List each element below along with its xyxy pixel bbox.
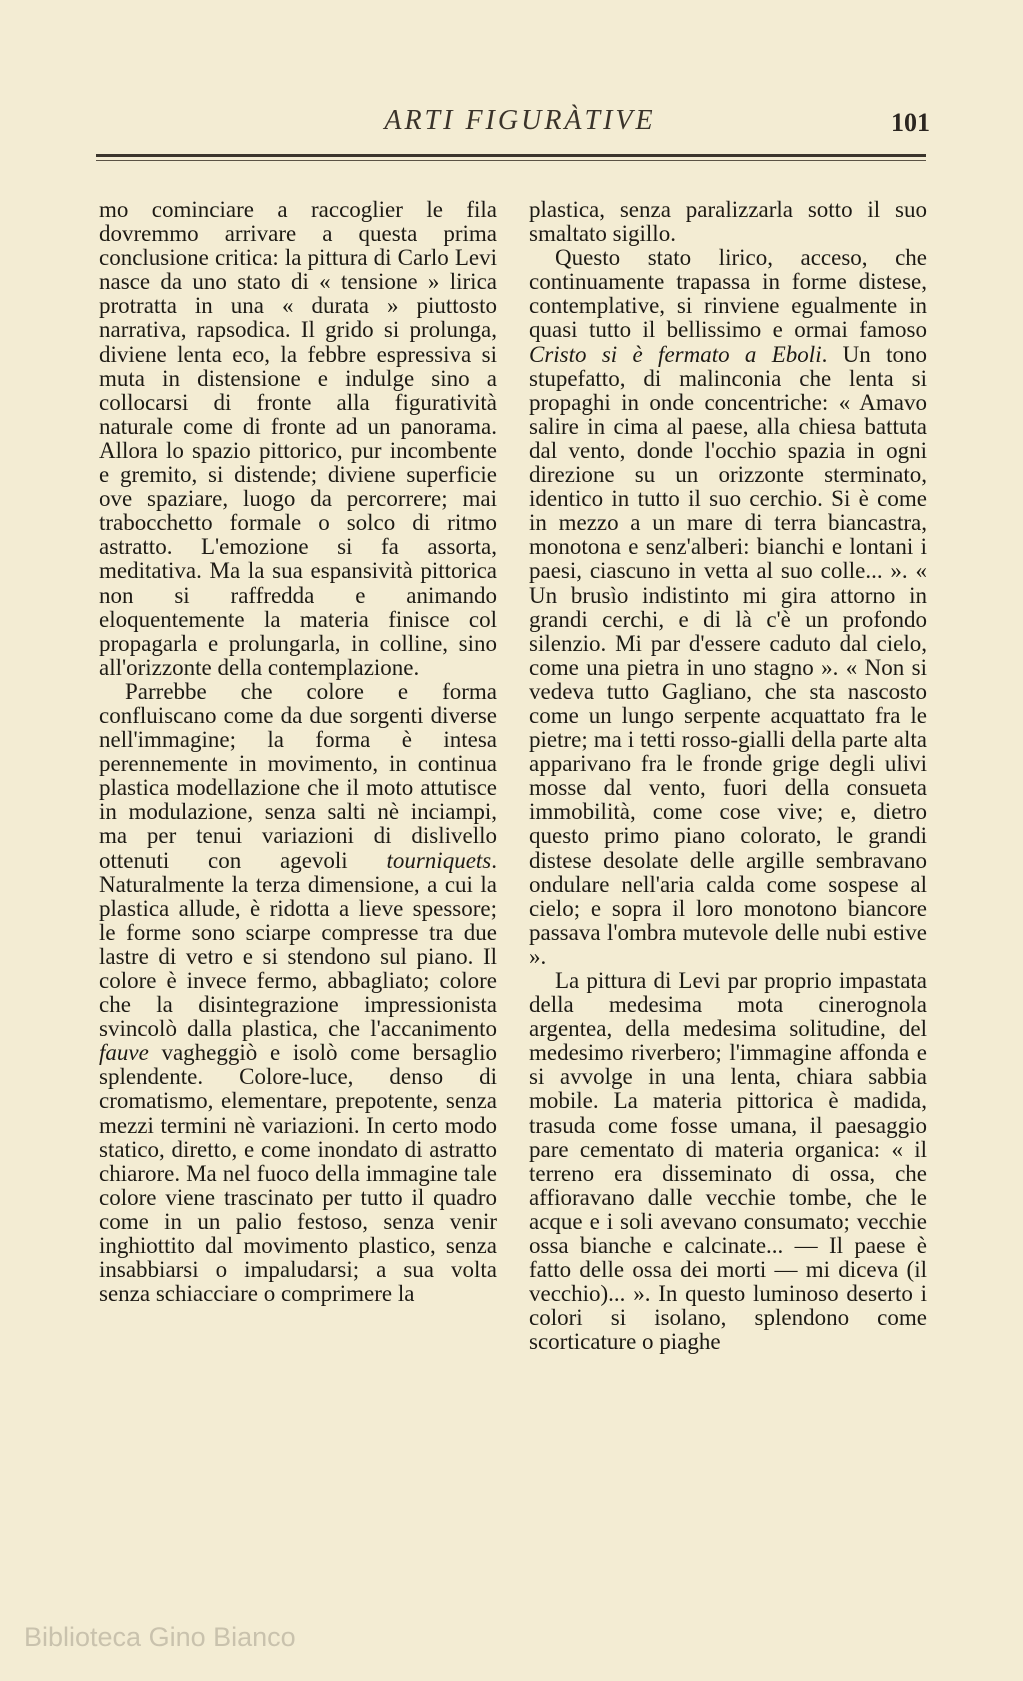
text-run: . Un tono stupefatto, di malinconia che lenta si propaghi in onde concentriche: « Amavo salire in cima al paese, alla chiesa battuta dal vento, donde l'occhio spazia in ogni direzione su un orizzonte sterminato, identico in tutto il suo cerchio. Si è come in mezzo a un mare di terra biancastra, monotona e senz'alberi: bianchi e lontani i paesi, ciascuno in vetta al suo colle... ». « Un brusìo indistinto mi gira attorno in grandi cerchi, e di là c'è un profondo silenzio. Mi par d'essere caduto dal cielo, come una pietra in uno stagno ». « Non si vedeva tutto Gagliano, che sta nascosto come un lungo serpente acquattato fra le pietre; ma i tetti rosso-gialli della parte alta apparivano fra le fronde grige degli ulivi mosse dal vento, fuori della consueta immobilità, come cose vive; e, dietro questo primo piano colorato, le grandi distese desolate delle argille sembravano ondulare nell'aria calda come sospese al cielo; e sopra il loro monotono biancore passava l'ombra mutevole delle nubi estive ». xyxy=(529,341,927,969)
page-number: 101 xyxy=(891,108,930,137)
paragraph xyxy=(99,680,497,1306)
book-title: Cristo si è fermato a Eboli xyxy=(529,341,822,367)
paragraph: plastica, senza paralizzarla sotto il suo smaltato sigillo. xyxy=(529,197,927,247)
library-watermark: Biblioteca Gino Bianco xyxy=(24,1622,296,1652)
running-title: ARTI FIGURÀTIVE xyxy=(384,105,656,136)
text-run: vagheggiò e isolò come bersaglio splendente. Colore-luce, denso di cromatismo, elementare, prepotente, senza mezzi termini nè variazioni. In certo modo statico, diretto, e come inondato di astratto chiarore. Ma nel fuoco della immagine tale colore viene trascinato per tutto il quadro come in un palio festoso, senza venir inghiottito dal movimento plastico, senza insabbiarsi o impaludarsi; a sua volta senza schiacciare o comprimere la xyxy=(99,1040,497,1307)
header-rule xyxy=(96,154,926,157)
header-rule-thin xyxy=(96,160,926,161)
paragraph: La pittura di Levi par proprio impastata della medesima mota cinerognola argentea, della medesima solitudine, del medesimo riverbero; l'immagine affonda e si avvolge in una lenta, chiara sabbia mobile. La materia pittorica è madida, trasuda come fosse umana, il paesaggio pare cementato di materia organica: « il terreno era disseminato di ossa, che affioravano dalle vecchie tombe, che le acque e i soli avevano consumato; vecchie ossa bianche e calcinate... — Il paese è fatto delle ossa dei morti — mi diceva (il vecchio)... ». In questo luminoso deserto i colori si isolano, splendono come scorticature o piaghe xyxy=(529,968,927,1355)
paragraph xyxy=(529,246,927,969)
italic-term: tourniquets xyxy=(386,847,492,873)
italic-term: fauve xyxy=(99,1040,149,1066)
text-run: Questo stato lirico, acceso, che continuamente trapassa in forme distese, contemplative, si rinviene egualmente in quasi tutto il bellissimo e ormai famoso xyxy=(529,245,927,343)
right-column xyxy=(529,198,927,1355)
left-column xyxy=(99,198,497,1306)
paragraph: mo cominciare a raccoglier le fila dovremmo arrivare a questa prima conclusione critica: la pittura di Carlo Levi nasce da uno stato di « tensione » lirica protratta in una « durata » piuttosto narrativa, rapsodica. Il grido si prolunga, diviene lenta eco, la febbre espressiva si muta in distensione e indulge sino a collocarsi di fronte alla figuratività naturale come di fronte ad un panorama. Allora lo spazio pittorico, pur incombente e gremito, si distende; diviene superficie ove spaziare, luogo da percorrere; mai trabocchetto formale o solco di ritmo astratto. L'emozione si fa assorta, meditativa. Ma la sua espansività pittorica non si raffredda e animando eloquentemente la materia finisce col propagarla e prolungarla, in colline, sino all'orizzonte della contemplazione. xyxy=(99,197,497,680)
text-run: Parrebbe che colore e forma confluiscano come da due sorgenti diverse nell'immagine; la forma è intesa perennemente in movimento, in continua plastica modellazione che il moto attutisce in modulazione, senza salti nè inciampi, ma per tenui variazioni di dislivello ottenuti con agevoli xyxy=(99,678,497,873)
text-run: . Naturalmente la terza dimensione, a cui la plastica allude, è ridotta a lieve spessore; le forme sono sciarpe compresse tra due lastre di vetro e si stendono sul piano. Il colore è invece fermo, abbagliato; colore che la disintegrazione impressionista svincolò dalla plastica, che l'accanimento xyxy=(99,847,497,1042)
